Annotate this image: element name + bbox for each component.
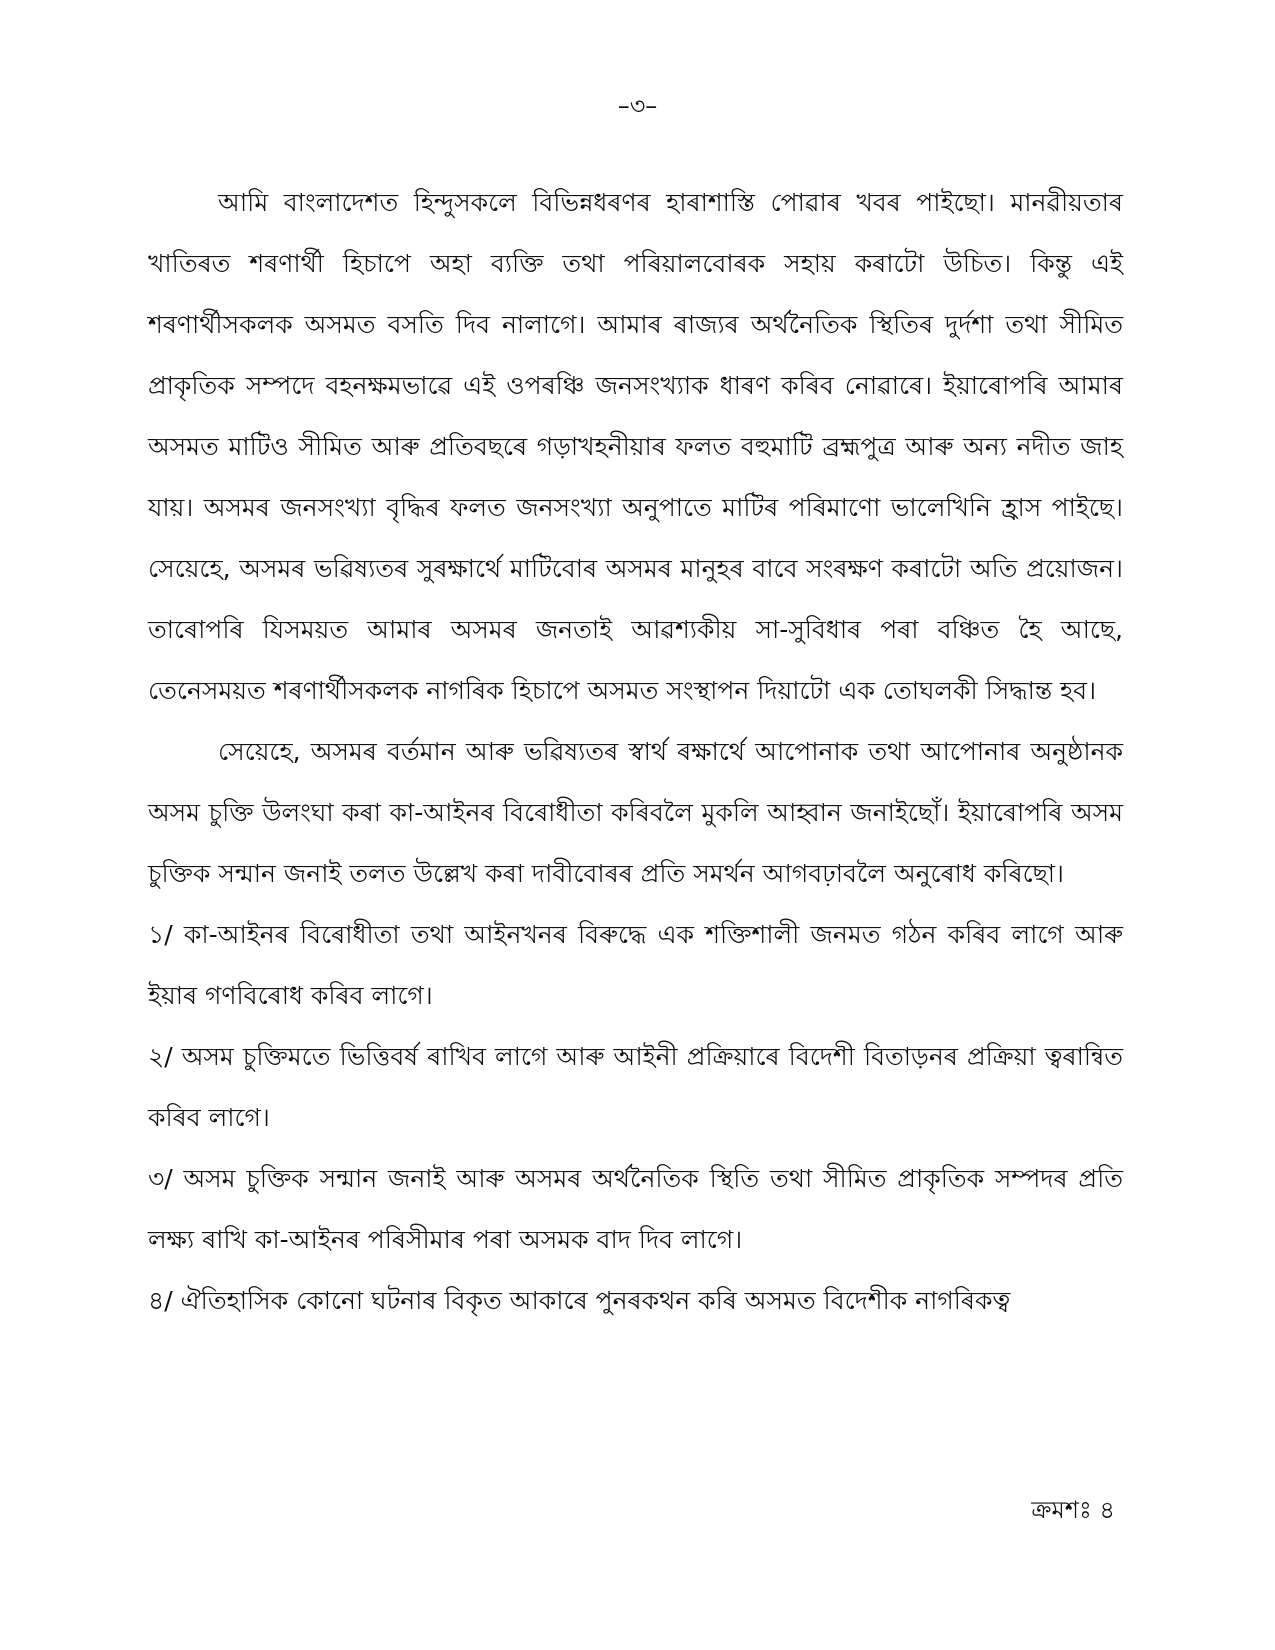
page-number: –৩– — [617, 92, 658, 120]
document-body — [148, 172, 1123, 1331]
demand-item-3: ৩/ অসম চুক্তিক সন্মান জনাই আৰু অসমৰ অৰ্থনৈতিক স্থিতি তথা সীমিত প্ৰাকৃতিক সম্পদৰ প্ৰতি লক্ষ্য ৰাখি কা-আইনৰ পৰিসীমাৰ পৰা অসমক বাদ দিব লাগে। — [148, 1164, 1123, 1254]
continued-note: ক্ৰমশঃ ৪ — [1031, 1496, 1115, 1524]
paragraph-appeal: সেয়েহে, অসমৰ বৰ্তমান আৰু ভৱিষ্যতৰ স্বাৰ্থ ৰক্ষাৰ্থে আপোনাক তথা আপোনাৰ অনুষ্ঠানক অসম চুক্তি উলংঘা কৰা কা-আইনৰ বিৰোধীতা কৰিবলৈ মুকলি আহ্বান জনাইছোঁ। ইয়াৰোপৰি অসম চুক্তিক সন্মান জনাই তলত উল্লেখ কৰা দাবীবোৰৰ প্ৰতি সমৰ্থন আগবঢ়াবলৈ অনুৰোধ কৰিছো। — [148, 737, 1123, 888]
demand-item-1: ১/ কা-আইনৰ বিৰোধীতা তথা আইনখনৰ বিৰুদ্ধে এক শক্তিশালী জনমত গঠন কৰিব লাগে আৰু ইয়াৰ গণবিৰোধ কৰিব লাগে। — [148, 920, 1123, 1010]
demand-item-2: ২/ অসম চুক্তিমতে ভিত্তিবৰ্ষ ৰাখিব লাগে আৰু আইনী প্ৰক্ৰিয়াৰে বিদেশী বিতাড়নৰ প্ৰক্ৰিয়া ত্বৰান্বিত কৰিব লাগে। — [148, 1042, 1123, 1132]
paragraph-refugee-settlement: আমি বাংলাদেশত হিন্দুসকলে বিভিন্নধৰণৰ হাৰাশাস্তি পোৱাৰ খবৰ পাইছো। মানৱীয়তাৰ খাতিৰত শৰণাৰ্থী হিচাপে অহা ব্যক্তি তথা পৰিয়ালবোৰক সহায় কৰাটো উচিত। কিন্তু এই শৰণাৰ্থীসকলক অসমত বসতি দিব নালাগে। আমাৰ ৰাজ্যৰ অৰ্থনৈতিক স্থিতিৰ দুৰ্দশা তথা সীমিত প্ৰাকৃতিক সম্পদে বহনক্ষমভাৱে এই ওপৰঞ্চি জনসংখ্যাক ধাৰণ কৰিব নোৱাৰে। ইয়াৰোপৰি আমাৰ অসমত মাটিও সীমিত আৰু প্ৰতিবছৰে গড়াখহনীয়াৰ ফলত বহুমাটি ব্ৰহ্মপুত্ৰ আৰু অন্য নদীত জাহ যায়। অসমৰ জনসংখ্যা বৃদ্ধিৰ ফলত জনসংখ্যা অনুপাতে মাটিৰ পৰিমাণো ভালেখিনি হ্ৰাস পাইছে। সেয়েহে, অসমৰ ভৱিষ্যতৰ সুৰক্ষাৰ্থে মাটিবোৰ অসমৰ মানুহৰ বাবে সংৰক্ষণ কৰাটো অতি প্ৰয়োজন। তাৰোপৰি যিসময়ত আমাৰ অসমৰ জনতাই আৱশ্যকীয় সা-সুবিধাৰ পৰা বঞ্চিত হৈ আছে, তেনেসময়ত শৰণাৰ্থীসকলক নাগৰিক হিচাপে অসমত সংস্থাপন দিয়াটো এক তোঘলকী সিদ্ধান্ত হব। — [148, 188, 1123, 705]
demand-item-4: ৪/ ঐতিহাসিক কোনো ঘটনাৰ বিকৃত আকাৰে পুনৰকথন কৰি অসমত বিদেশীক নাগৰিকত্ব — [148, 1286, 1011, 1315]
